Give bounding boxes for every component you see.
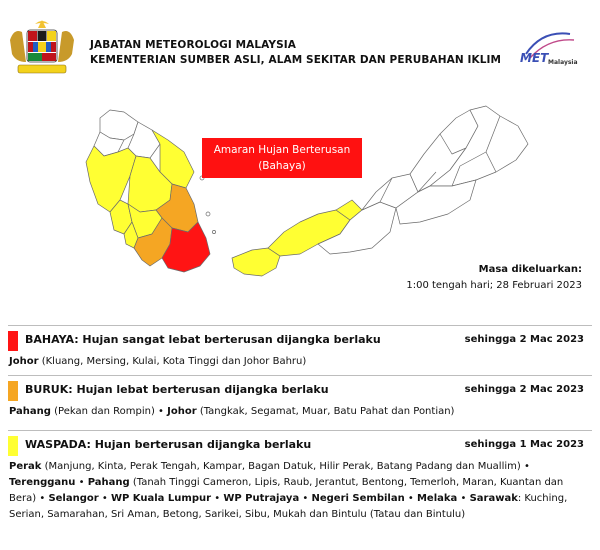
warning-title-line-2: (Bahaya)	[258, 160, 306, 172]
header	[0, 0, 600, 82]
region-sarawak-kuching	[232, 248, 280, 276]
level-color-swatch	[8, 436, 18, 456]
warning-level-heading: BAHAYA: Hujan sangat lebat berterusan dijangka berlaku	[25, 333, 381, 346]
warning-title-box	[202, 138, 362, 178]
state-name: Perak	[9, 461, 42, 472]
org-line-2: KEMENTERIAN SUMBER ASLI, ALAM SEKITAR DAN PERUBAHAN IKLIM	[90, 54, 502, 66]
warning-area-list: Perak (Manjung, Kinta, Perak Tengah, Kampar, Bagan Datuk, Hilir Perak, Batang Padang dan Muallim) • Terengganu • Pahang (Tanah Tinggi Cameron, Lipis, Raub, Jerantut, Bentong, Temerloh, Maran, Kuantan dan Bera) • Selangor • WP Kuala Lumpur • WP Putrajaya • Negeri Sembilan • Melaka • Sarawak: Kuching, Serian, Samarahan, Sri Aman, Betong, Sarikei, Sibu, Mukah dan Bintulu (Tatau dan Bintulu)	[9, 461, 568, 520]
malaysia-coat-of-arms-icon	[8, 18, 76, 76]
state-name: Pahang	[9, 406, 51, 417]
warning-area-list	[9, 354, 584, 370]
district-list: (Tangkak, Segamat, Muar, Batu Pahat dan Pontian)	[199, 406, 455, 417]
district-list: (Tanah Tinggi Cameron, Lipis, Raub, Jerantut, Bentong, Temerloh, Maran, Kuantan dan Bera)	[9, 477, 564, 504]
warning-until-date: sehingga 2 Mac 2023	[464, 334, 584, 345]
warning-until-date: sehingga 1 Mac 2023	[464, 439, 584, 450]
state-name: Johor	[167, 406, 197, 417]
issued-time-block	[406, 262, 582, 294]
district-list: (Kluang, Mersing, Kulai, Kota Tinggi dan Johor Bahru)	[41, 356, 307, 367]
state-name: WP Putrajaya	[223, 493, 300, 504]
state-name: Selangor	[48, 493, 99, 504]
level-color-swatch	[8, 381, 18, 401]
section-divider	[8, 325, 592, 326]
state-name: Terengganu	[9, 477, 76, 488]
state-name: Pahang	[87, 477, 130, 488]
level-color-swatch	[8, 331, 18, 351]
organization-name	[90, 38, 501, 68]
issued-time: 1:00 tengah hari; 28 Februari 2023	[406, 280, 582, 291]
warning-level-heading: WASPADA: Hujan berterusan dijangka berlaku	[25, 438, 312, 451]
warning-until-date: sehingga 2 Mac 2023	[464, 384, 584, 395]
state-name: Melaka	[416, 493, 458, 504]
warning-title-line-1: Amaran Hujan Berterusan	[213, 144, 351, 156]
district-list: (Pekan dan Rompin)	[54, 406, 155, 417]
state-name: Negeri Sembilan	[311, 493, 405, 504]
issued-label: Masa dikeluarkan:	[478, 264, 582, 275]
org-line-1: JABATAN METEOROLOGI MALAYSIA	[90, 39, 296, 51]
district-list: (Manjung, Kinta, Perak Tengah, Kampar, Bagan Datuk, Hilir Perak, Batang Padang dan Muallim)	[44, 461, 521, 472]
section-divider	[8, 375, 592, 376]
met-logo-text: MET	[520, 51, 549, 65]
district-list: : Kuching, Serian, Samarahan, Sri Aman, Betong, Sarikei, Sibu, Mukah dan Bintulu (Tatau dan Bintulu)	[9, 493, 568, 520]
met-malaysia-logo	[512, 28, 590, 72]
section-divider	[8, 430, 592, 431]
state-name: WP Kuala Lumpur	[110, 493, 212, 504]
warning-level-heading: BURUK: Hujan lebat berterusan dijangka berlaku	[25, 383, 329, 396]
warning-area-list: Pahang (Pekan dan Rompin) • Johor (Tangkak, Segamat, Muar, Batu Pahat dan Pontian)	[9, 406, 455, 417]
state-name: Sarawak	[469, 493, 518, 504]
met-logo-subtext: Malaysia	[548, 59, 578, 66]
state-name: Johor	[9, 356, 39, 367]
